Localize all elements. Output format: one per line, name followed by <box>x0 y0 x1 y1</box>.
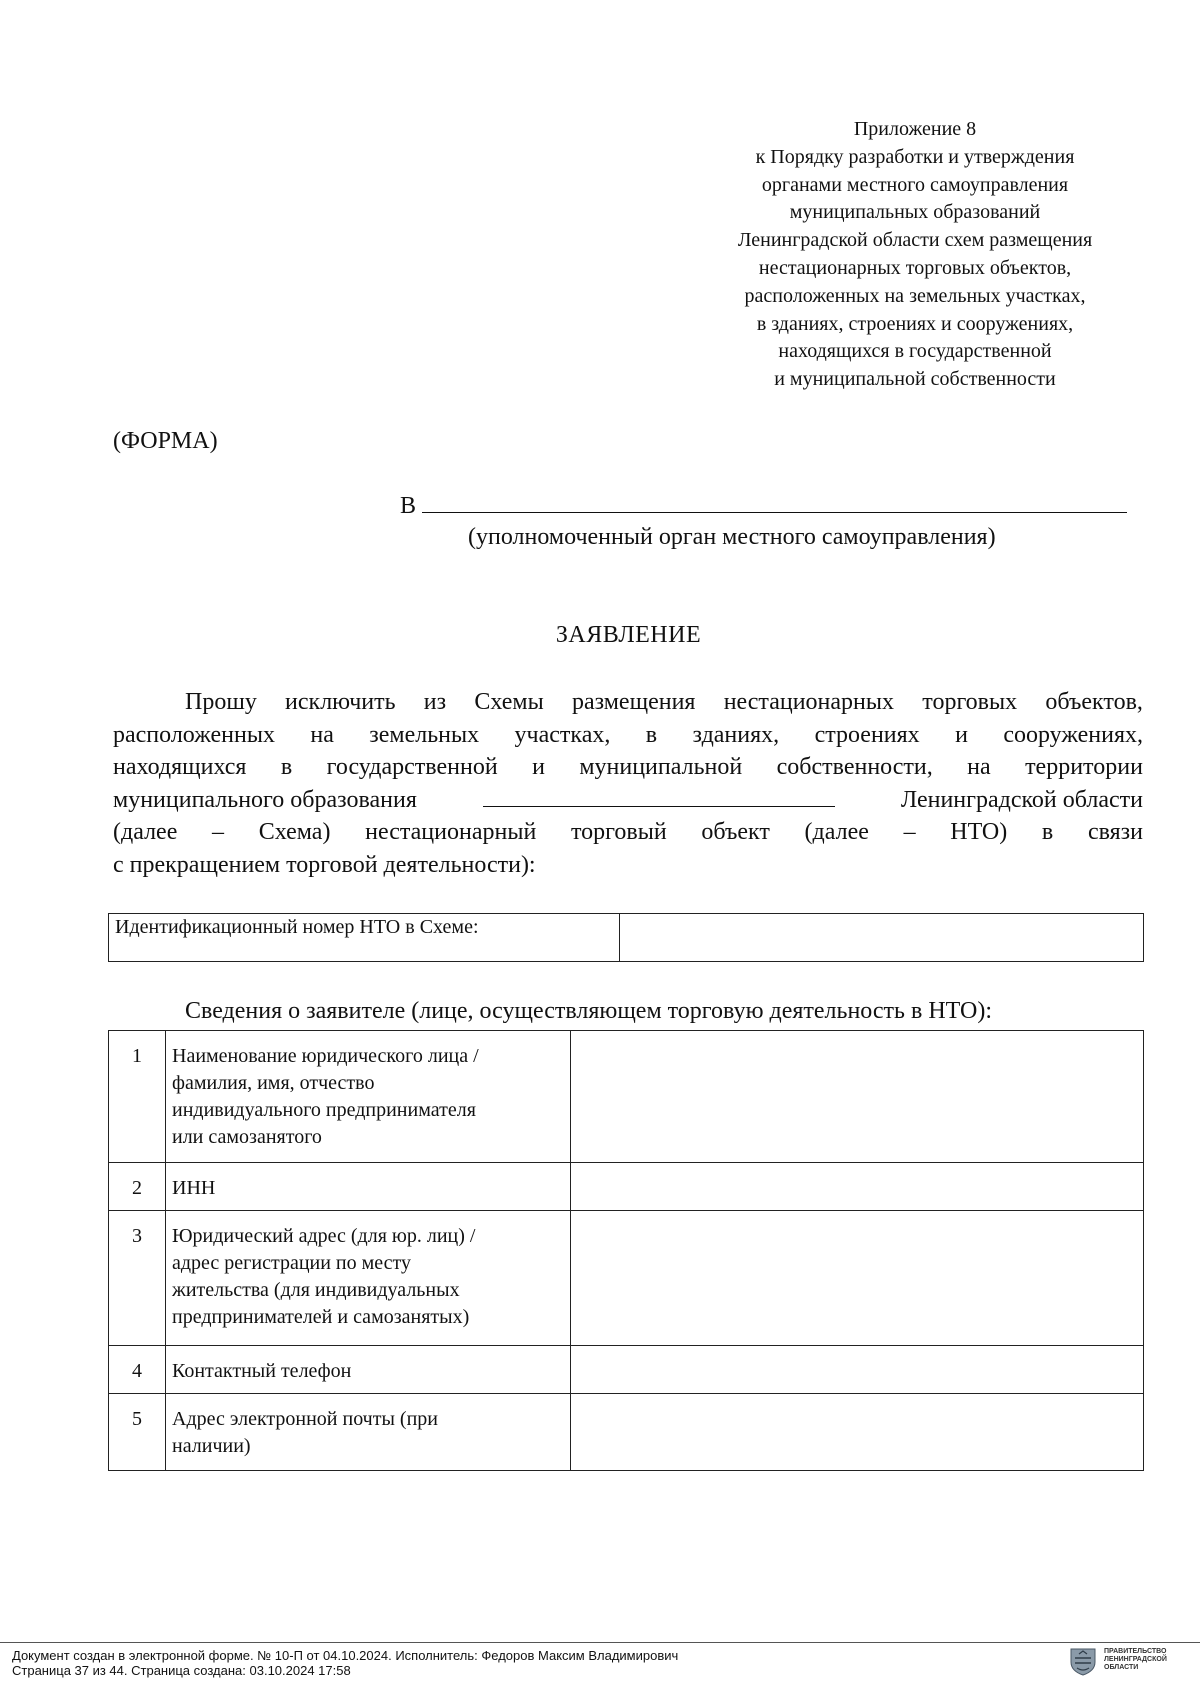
word: – <box>212 819 225 845</box>
table-row <box>109 1163 1144 1211</box>
row-number: 5 <box>109 1394 166 1471</box>
word: связи <box>1087 819 1143 845</box>
word: исключить <box>285 689 396 715</box>
appendix-note <box>680 116 1150 394</box>
paragraph-line-2 <box>113 719 1143 752</box>
field-label-line: наличии) <box>172 1435 251 1457</box>
table-row <box>109 1394 1144 1471</box>
word: сооружениях, <box>1003 721 1143 748</box>
field-label-line: предпринимателей и самозанятых) <box>172 1306 470 1328</box>
field-value[interactable] <box>571 1394 1144 1471</box>
word: муниципальной <box>579 754 743 780</box>
word: зданиях, <box>692 721 780 748</box>
word: объект <box>701 819 770 845</box>
word: Схемы <box>474 689 544 715</box>
word: и <box>955 721 968 748</box>
footer-stamp <box>12 1648 678 1678</box>
word: с прекращением торговой деятельности): <box>113 851 536 878</box>
word: Прошу <box>185 689 257 715</box>
field-label-line: Адрес электронной почты (при <box>172 1408 438 1430</box>
paragraph-line-6 <box>113 849 1143 882</box>
document-title: ЗАЯВЛЕНИЕ <box>555 622 702 648</box>
field-label <box>166 1211 571 1346</box>
field-label-line: индивидуального предпринимателя <box>172 1099 476 1121</box>
field-label-line: жительства (для индивидуальных <box>172 1279 460 1301</box>
nto-id-table <box>108 913 1144 962</box>
field-label <box>166 1031 571 1163</box>
recipient-caption: (уполномоченный орган местного самоуправления) <box>468 524 996 550</box>
word: объектов, <box>1045 689 1143 715</box>
field-value[interactable] <box>571 1031 1144 1163</box>
paragraph-line-4 <box>113 784 1143 817</box>
appendix-line: находящихся в государственной <box>778 340 1052 363</box>
org-name-line: ПРАВИТЕЛЬСТВО <box>1104 1648 1167 1655</box>
row-number: 1 <box>109 1031 166 1163</box>
field-value[interactable] <box>571 1163 1144 1211</box>
appendix-line: в зданиях, строениях и сооружениях, <box>756 312 1074 335</box>
nto-id-value[interactable] <box>620 914 1144 962</box>
field-label-line: ИНН <box>172 1177 216 1199</box>
word: на <box>310 721 334 748</box>
appendix-line: Ленинградской области схем размещения <box>737 229 1093 252</box>
nto-id-label: Идентификационный номер НТО в Схеме: <box>109 914 620 962</box>
form-label: (ФОРМА) <box>113 428 218 454</box>
row-number: 2 <box>109 1163 166 1211</box>
footer-line: Документ создан в электронной форме. № 10-П от 04.10.2024. Исполнитель: Федоров Максим Владимирович <box>12 1648 679 1663</box>
footer-logo <box>1070 1648 1167 1676</box>
table-row <box>109 914 1144 962</box>
row-number: 4 <box>109 1346 166 1394</box>
field-label-line: Контактный телефон <box>172 1360 352 1382</box>
recipient-prefix: В <box>400 493 417 519</box>
word: строениях <box>814 721 920 748</box>
footer-divider <box>0 1642 1200 1643</box>
appendix-line: муниципальных образований <box>789 201 1041 224</box>
recipient-line <box>400 490 1127 520</box>
footer-line: Страница 37 из 44. Страница создана: 03.10.2024 17:58 <box>12 1663 351 1678</box>
coat-of-arms-icon <box>1070 1648 1096 1676</box>
word: размещения <box>571 689 696 715</box>
word: (далее <box>804 819 869 845</box>
word: в <box>1041 819 1054 845</box>
appendix-line: и муниципальной собственности <box>774 368 1056 391</box>
org-name-line: ЛЕНИНГРАДСКОЙ <box>1104 1656 1167 1663</box>
field-label <box>166 1394 571 1471</box>
word: НТО) <box>950 819 1008 845</box>
appendix-line: Приложение 8 <box>853 118 977 140</box>
paragraph-line-5 <box>113 816 1143 849</box>
word: собственности, <box>776 754 933 780</box>
field-label-line: фамилия, имя, отчество <box>172 1072 375 1094</box>
municipality-label: муниципального образования <box>113 786 417 813</box>
field-label-line: Наименование юридического лица / <box>172 1045 479 1067</box>
table-row <box>109 1211 1144 1346</box>
table-row <box>109 1031 1144 1163</box>
word: Схема) <box>258 819 331 845</box>
table-row <box>109 1346 1144 1394</box>
word: из <box>423 689 447 715</box>
paragraph-line-1 <box>113 686 1143 719</box>
word: торговый <box>570 819 667 845</box>
applicant-heading: Сведения о заявителе (лице, осуществляющем торговую деятельность в НТО): <box>185 998 992 1024</box>
applicant-table <box>108 1030 1144 1471</box>
word: расположенных <box>113 721 275 748</box>
paragraph-line-3 <box>113 751 1143 784</box>
appendix-line: расположенных на земельных участках, <box>744 284 1086 307</box>
field-value[interactable] <box>571 1346 1144 1394</box>
org-name <box>1104 1648 1167 1672</box>
recipient-blank[interactable] <box>422 490 1127 513</box>
word: территории <box>1025 754 1143 780</box>
appendix-line: нестационарных торговых объектов, <box>758 256 1072 279</box>
word: нестационарный <box>365 819 537 845</box>
word: торговых <box>922 689 1018 715</box>
field-label <box>166 1346 571 1394</box>
field-label-line: адрес регистрации по месту <box>172 1252 412 1274</box>
municipality-blank[interactable] <box>483 784 835 807</box>
row-number: 3 <box>109 1211 166 1346</box>
field-value[interactable] <box>571 1211 1144 1346</box>
field-label-line: или самозанятого <box>172 1126 322 1148</box>
word: – <box>903 819 916 845</box>
word: (далее <box>113 819 178 845</box>
word: участках, <box>514 721 611 748</box>
word: нестационарных <box>723 689 895 715</box>
word: в <box>645 721 658 748</box>
word: находящихся <box>113 754 247 780</box>
field-label-line: Юридический адрес (для юр. лиц) / <box>172 1225 476 1247</box>
word: на <box>967 754 991 780</box>
appendix-line: органами местного самоуправления <box>761 173 1069 196</box>
word: и <box>532 754 545 780</box>
org-name-line: ОБЛАСТИ <box>1104 1664 1139 1671</box>
word: в <box>280 754 293 780</box>
appendix-line: к Порядку разработки и утверждения <box>755 145 1075 168</box>
region-label: Ленинградской области <box>900 786 1143 813</box>
request-paragraph <box>113 686 1143 881</box>
word: земельных <box>369 721 480 748</box>
word: государственной <box>326 754 498 780</box>
field-label <box>166 1163 571 1211</box>
